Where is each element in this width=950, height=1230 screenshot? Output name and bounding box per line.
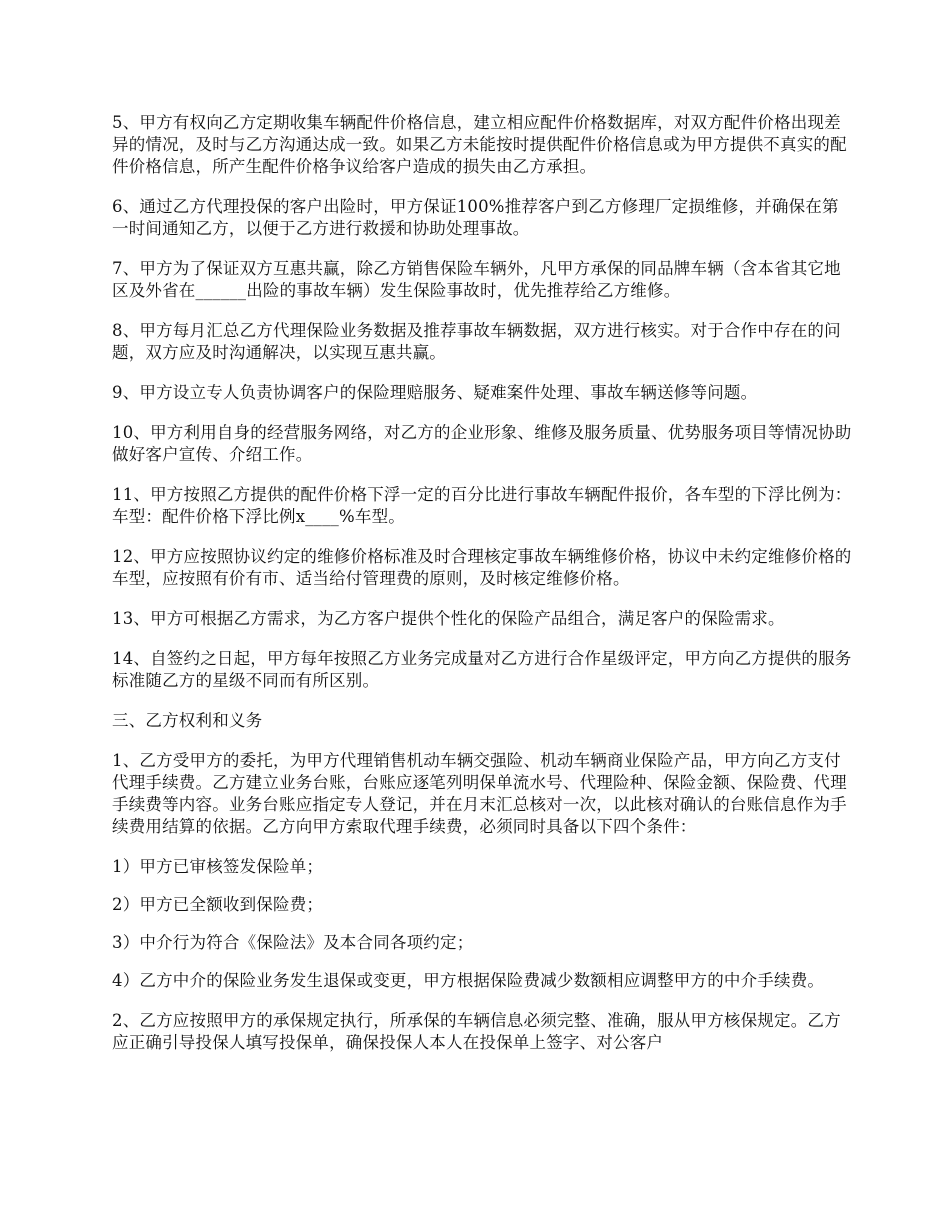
paragraph-clause-8: 8、甲方每月汇总乙方代理保险业务数据及推荐事故车辆数据，双方进行核实。对于合作中存在的问题，双方应及时沟通解决，以实现互惠共赢。	[112, 321, 841, 362]
paragraph-clause-9: 9、甲方设立专人负责协调客户的保险理赔服务、疑难案件处理、事故车辆送修等问题。	[112, 383, 758, 402]
paragraph-clause-13: 13、甲方可根据乙方需求，为乙方客户提供个性化的保险产品组合，满足客户的保险需求。	[112, 609, 785, 628]
condition-item-1: 1）甲方已审核签发保险单；	[112, 857, 324, 876]
paragraph-clause-14: 14、自签约之日起，甲方每年按照乙方业务完成量对乙方进行合作星级评定，甲方向乙方提供的服务标准随乙方的星级不同而有所区别。	[112, 649, 852, 690]
paragraph-clause-10: 10、甲方利用自身的经营服务网络，对乙方的企业形象、维修及服务质量、优势服务项目等情况协助做好客户宣传、介绍工作。	[112, 423, 852, 464]
paragraph-clause-12: 12、甲方应按照协议约定的维修价格标准及时合理核定事故车辆维修价格，协议中未约定维修价格的车型，应按照有价有市、适当给付管理费的原则，及时核定维修价格。	[112, 547, 852, 588]
paragraph-party-b-clause-2: 2、乙方应按照甲方的承保规定执行，所承保的车辆信息必须完整、准确，服从甲方核保规定。乙方应正确引导投保人填写投保单，确保投保人本人在投保单上签字、对公客户	[112, 1011, 841, 1052]
paragraph-clause-7: 7、甲方为了保证双方互惠共赢，除乙方销售保险车辆外，凡甲方承保的同品牌车辆（含本省其它地区及外省在______出险的事故车辆）发生保险事故时，优先推荐给乙方维修。	[112, 259, 841, 300]
paragraph-clause-11: 11、甲方按照乙方提供的配件价格下浮一定的百分比进行事故车辆配件报价，各车型的下浮比例为：车型：配件价格下浮比例x____%车型。	[112, 485, 852, 526]
paragraph-clause-5: 5、甲方有权向乙方定期收集车辆配件价格信息，建立相应配件价格数据库，对双方配件价格出现差异的情况，及时与乙方沟通达成一致。如果乙方未能按时提供配件价格信息或为甲方提供不真实的配件价格信息，所产生配件价格争议给客户造成的损失由乙方承担。	[112, 113, 847, 176]
document-body	[112, 112, 852, 1072]
condition-item-3: 3）中介行为符合《保险法》及本合同各项约定；	[112, 933, 474, 952]
condition-item-2: 2）甲方已全额收到保险费；	[112, 895, 324, 914]
condition-item-4: 4）乙方中介的保险业务发生退保或变更，甲方根据保险费减少数额相应调整甲方的中介手续费。	[112, 971, 825, 990]
section-heading-party-b: 三、乙方权利和义务	[112, 711, 263, 730]
paragraph-clause-6: 6、通过乙方代理投保的客户出险时，甲方保证100%推荐客户到乙方修理厂定损维修，并确保在第一时间通知乙方，以便于乙方进行救援和协助处理事故。	[112, 197, 839, 238]
paragraph-party-b-clause-1: 1、乙方受甲方的委托，为甲方代理销售机动车辆交强险、机动车辆商业保险产品，甲方向乙方支付代理手续费。乙方建立业务台账，台账应逐笔列明保单流水号、代理险种、保险金额、保险费、代理手续费等内容。业务台账应指定专人登记，并在月末汇总核对一次，以此核对确认的台账信息作为手续费用结算的依据。乙方向甲方索取代理手续费，必须同时具备以下四个条件：	[112, 751, 847, 836]
